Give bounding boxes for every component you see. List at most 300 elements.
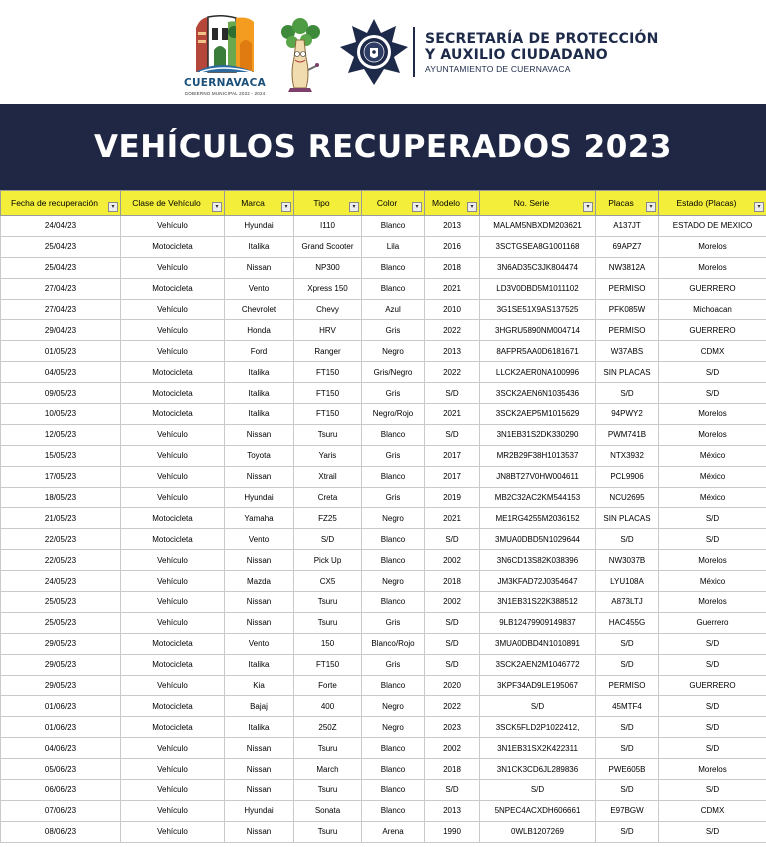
cell-clase: Vehículo	[121, 612, 225, 633]
cuernavaca-emblem-icon	[170, 14, 280, 76]
cell-marca: Italika	[225, 717, 294, 738]
cell-color: Gris	[362, 320, 425, 341]
cell-serie: LD3V0DBD5M1011102	[480, 278, 596, 299]
header-separator	[413, 27, 415, 77]
cell-tipo: Yaris	[294, 445, 362, 466]
column-header-label: Marca	[241, 198, 265, 208]
cell-modelo: 2022	[425, 696, 480, 717]
cell-estado: GUERRERO	[659, 320, 766, 341]
cell-clase: Motocicleta	[121, 383, 225, 404]
cell-fecha: 25/04/23	[1, 257, 121, 278]
cell-marca: Italika	[225, 654, 294, 675]
cell-clase: Motocicleta	[121, 362, 225, 383]
table-row	[1, 487, 766, 508]
cell-serie: MB2C32AC2KM544153	[480, 487, 596, 508]
cell-marca: Kia	[225, 675, 294, 696]
cell-modelo: 2019	[425, 487, 480, 508]
header	[0, 0, 766, 104]
cell-color: Azul	[362, 299, 425, 320]
table-row	[1, 612, 766, 633]
cell-tipo: Tsuru	[294, 592, 362, 613]
cell-placas: PWE605B	[596, 759, 659, 780]
cuernavaca-logo	[170, 14, 280, 100]
table-row	[1, 216, 766, 237]
cell-estado: Guerrero	[659, 612, 766, 633]
cell-fecha: 25/05/23	[1, 612, 121, 633]
tree-mascot-logo	[276, 18, 326, 94]
cell-color: Blanco	[362, 759, 425, 780]
table-row	[1, 696, 766, 717]
cell-fecha: 15/05/23	[1, 445, 121, 466]
cell-color: Gris	[362, 612, 425, 633]
table-row	[1, 362, 766, 383]
cell-clase: Vehículo	[121, 675, 225, 696]
cell-serie: 3N1EB31SX2K422311	[480, 738, 596, 759]
cell-estado: ESTADO DE MEXICO	[659, 216, 766, 237]
cell-serie: S/D	[480, 696, 596, 717]
cell-serie: MR2B29F38H1013537	[480, 445, 596, 466]
cell-estado: S/D	[659, 780, 766, 801]
cell-tipo: Creta	[294, 487, 362, 508]
cell-marca: Ford	[225, 341, 294, 362]
table-row	[1, 717, 766, 738]
cell-marca: Nissan	[225, 466, 294, 487]
cell-tipo: HRV	[294, 320, 362, 341]
cell-modelo: S/D	[425, 654, 480, 675]
cell-fecha: 29/04/23	[1, 320, 121, 341]
cell-color: Gris	[362, 487, 425, 508]
cell-clase: Vehículo	[121, 550, 225, 571]
cell-color: Negro/Rojo	[362, 404, 425, 425]
table-row	[1, 550, 766, 571]
cell-serie: 3MUA0DBD5N1029644	[480, 529, 596, 550]
cell-color: Blanco	[362, 800, 425, 821]
cell-placas: PERMISO	[596, 675, 659, 696]
cell-clase: Vehículo	[121, 216, 225, 237]
cell-clase: Vehículo	[121, 341, 225, 362]
cuernavaca-logo-text: CUERNAVACA	[183, 77, 267, 89]
cell-tipo: FT150	[294, 383, 362, 404]
column-header-estado	[659, 191, 766, 216]
cell-fecha: 01/06/23	[1, 717, 121, 738]
filter-dropdown-arrow-icon[interactable]: ▾	[108, 202, 118, 212]
table-row	[1, 508, 766, 529]
cuernavaca-logo-subtext: GOBIERNO MUNICIPAL 2022 - 2024	[184, 91, 266, 96]
cell-modelo: S/D	[425, 424, 480, 445]
cell-modelo: 2023	[425, 717, 480, 738]
cell-fecha: 04/05/23	[1, 362, 121, 383]
table-row	[1, 738, 766, 759]
column-header-label: Fecha de recuperación	[11, 198, 98, 208]
cell-tipo: S/D	[294, 529, 362, 550]
cell-fecha: 01/06/23	[1, 696, 121, 717]
cell-clase: Motocicleta	[121, 633, 225, 654]
cell-color: Blanco	[362, 216, 425, 237]
cell-serie: ME1RG4255M2036152	[480, 508, 596, 529]
cell-modelo: 2002	[425, 592, 480, 613]
cell-placas: S/D	[596, 717, 659, 738]
vehicles-table-container	[0, 190, 766, 843]
cell-marca: Nissan	[225, 424, 294, 445]
cell-serie: 3SCK2AEP5M1015629	[480, 404, 596, 425]
cell-marca: Hyundai	[225, 487, 294, 508]
cell-marca: Italika	[225, 404, 294, 425]
cell-placas: S/D	[596, 529, 659, 550]
filter-dropdown-arrow-icon[interactable]: ▾	[646, 202, 656, 212]
cell-tipo: Tsuru	[294, 738, 362, 759]
table-row	[1, 821, 766, 842]
cell-marca: Vento	[225, 278, 294, 299]
cell-estado: S/D	[659, 362, 766, 383]
cell-marca: Nissan	[225, 780, 294, 801]
column-header-serie	[480, 191, 596, 216]
cell-placas: S/D	[596, 383, 659, 404]
cell-tipo: 150	[294, 633, 362, 654]
cell-marca: Honda	[225, 320, 294, 341]
cell-tipo: Pick Up	[294, 550, 362, 571]
cell-placas: S/D	[596, 738, 659, 759]
cell-marca: Italika	[225, 236, 294, 257]
table-row	[1, 341, 766, 362]
table-row	[1, 529, 766, 550]
cell-estado: S/D	[659, 529, 766, 550]
cell-clase: Vehículo	[121, 299, 225, 320]
cell-marca: Italika	[225, 383, 294, 404]
cell-placas: S/D	[596, 780, 659, 801]
table-row	[1, 424, 766, 445]
cell-modelo: 2002	[425, 550, 480, 571]
cell-estado: Morelos	[659, 236, 766, 257]
cell-modelo: 2022	[425, 320, 480, 341]
cell-color: Negro	[362, 696, 425, 717]
cell-fecha: 25/05/23	[1, 592, 121, 613]
cell-tipo: FZ25	[294, 508, 362, 529]
cell-color: Blanco	[362, 738, 425, 759]
cell-placas: NW3037B	[596, 550, 659, 571]
cell-clase: Motocicleta	[121, 717, 225, 738]
cell-clase: Vehículo	[121, 320, 225, 341]
table-row	[1, 466, 766, 487]
cell-modelo: 2013	[425, 800, 480, 821]
cell-placas: PERMISO	[596, 278, 659, 299]
cell-modelo: S/D	[425, 612, 480, 633]
cell-tipo: 250Z	[294, 717, 362, 738]
cell-placas: A137JT	[596, 216, 659, 237]
table-row	[1, 445, 766, 466]
cell-tipo: Grand Scooter	[294, 236, 362, 257]
filter-dropdown-arrow-icon[interactable]: ▾	[583, 202, 593, 212]
cell-estado: GUERRERO	[659, 675, 766, 696]
cell-placas: S/D	[596, 821, 659, 842]
column-header-label: Clase de Vehículo	[132, 198, 201, 208]
cell-estado: S/D	[659, 717, 766, 738]
cell-color: Gris	[362, 654, 425, 675]
cell-tipo: Chevy	[294, 299, 362, 320]
cell-placas: SIN PLACAS	[596, 508, 659, 529]
filter-dropdown-arrow-icon[interactable]: ▾	[349, 202, 359, 212]
secretaria-title-line2: Y AUXILIO CIUDADANO	[425, 47, 608, 63]
table-row	[1, 257, 766, 278]
cell-serie: 3SCTGSEA8G1001168	[480, 236, 596, 257]
cell-estado: CDMX	[659, 800, 766, 821]
ayuntamiento-subtitle: AYUNTAMIENTO DE CUERNAVACA	[425, 64, 571, 74]
table-row	[1, 278, 766, 299]
cell-marca: Nissan	[225, 821, 294, 842]
cell-placas: PCL9906	[596, 466, 659, 487]
table-row	[1, 236, 766, 257]
cell-color: Blanco	[362, 529, 425, 550]
column-header-placas	[596, 191, 659, 216]
cell-placas: 45MTF4	[596, 696, 659, 717]
column-header-clase	[121, 191, 225, 216]
cell-modelo: 2013	[425, 216, 480, 237]
cell-marca: Vento	[225, 529, 294, 550]
cell-modelo: S/D	[425, 633, 480, 654]
cell-fecha: 06/06/23	[1, 780, 121, 801]
cell-placas: PERMISO	[596, 320, 659, 341]
cell-fecha: 29/05/23	[1, 633, 121, 654]
cell-modelo: 2010	[425, 299, 480, 320]
cell-color: Lila	[362, 236, 425, 257]
cell-serie: 3SCK2AEN6N1035436	[480, 383, 596, 404]
cell-modelo: 2002	[425, 738, 480, 759]
cell-marca: Bajaj	[225, 696, 294, 717]
cell-marca: Nissan	[225, 550, 294, 571]
column-header-tipo	[294, 191, 362, 216]
cell-color: Negro	[362, 571, 425, 592]
cell-tipo: Ranger	[294, 341, 362, 362]
cell-estado: GUERRERO	[659, 278, 766, 299]
cell-fecha: 07/06/23	[1, 800, 121, 821]
cell-tipo: March	[294, 759, 362, 780]
cell-fecha: 09/05/23	[1, 383, 121, 404]
cell-serie: JN8BT27V0HW004611	[480, 466, 596, 487]
table-row	[1, 383, 766, 404]
filter-dropdown-arrow-icon[interactable]: ▾	[212, 202, 222, 212]
cell-serie: 3N1EB31S22K388512	[480, 592, 596, 613]
cell-marca: Mazda	[225, 571, 294, 592]
cell-estado: Morelos	[659, 424, 766, 445]
filter-dropdown-arrow-icon[interactable]: ▾	[412, 202, 422, 212]
table-header-row	[1, 191, 766, 216]
cell-modelo: 2018	[425, 571, 480, 592]
cell-marca: Nissan	[225, 759, 294, 780]
police-badge-logo	[338, 17, 410, 87]
cell-clase: Vehículo	[121, 487, 225, 508]
cell-fecha: 10/05/23	[1, 404, 121, 425]
cell-marca: Nissan	[225, 738, 294, 759]
cell-tipo: 400	[294, 696, 362, 717]
cell-color: Arena	[362, 821, 425, 842]
cell-marca: Yamaha	[225, 508, 294, 529]
cell-color: Negro	[362, 508, 425, 529]
cell-fecha: 24/05/23	[1, 571, 121, 592]
cell-serie: MALAM5NBXDM203621	[480, 216, 596, 237]
cell-marca: Vento	[225, 633, 294, 654]
table-row	[1, 571, 766, 592]
cell-fecha: 12/05/23	[1, 424, 121, 445]
cell-tipo: Sonata	[294, 800, 362, 821]
cell-clase: Motocicleta	[121, 278, 225, 299]
cell-clase: Vehículo	[121, 759, 225, 780]
title-banner	[0, 104, 766, 190]
cell-modelo: 2016	[425, 236, 480, 257]
cell-estado: Morelos	[659, 759, 766, 780]
cell-serie: 3N6AD35C3JK804474	[480, 257, 596, 278]
cell-clase: Vehículo	[121, 800, 225, 821]
cell-fecha: 29/05/23	[1, 654, 121, 675]
column-header-label: Tipo	[313, 198, 330, 208]
cell-serie: 3N1EB31S2DK330290	[480, 424, 596, 445]
cell-modelo: 2018	[425, 257, 480, 278]
cell-clase: Vehículo	[121, 592, 225, 613]
tree-mascot-icon	[276, 18, 326, 94]
cell-clase: Motocicleta	[121, 508, 225, 529]
column-header-label: Placas	[608, 198, 634, 208]
filter-dropdown-arrow-icon[interactable]: ▾	[281, 202, 291, 212]
cell-clase: Vehículo	[121, 424, 225, 445]
cell-serie: 8AFPR5AA0D6181671	[480, 341, 596, 362]
table-row	[1, 633, 766, 654]
filter-dropdown-arrow-icon[interactable]: ▾	[754, 202, 764, 212]
cell-placas: NCU2695	[596, 487, 659, 508]
cell-marca: Nissan	[225, 592, 294, 613]
cell-serie: S/D	[480, 780, 596, 801]
table-row	[1, 654, 766, 675]
cell-placas: 69APZ7	[596, 236, 659, 257]
cell-marca: Nissan	[225, 612, 294, 633]
cell-serie: 3KPF34AD9LE195067	[480, 675, 596, 696]
cell-clase: Motocicleta	[121, 404, 225, 425]
column-header-label: No. Serie	[513, 198, 550, 208]
cell-fecha: 24/04/23	[1, 216, 121, 237]
cell-estado: México	[659, 487, 766, 508]
recovered-vehicles-table	[0, 190, 766, 843]
cell-modelo: S/D	[425, 780, 480, 801]
cell-placas: HAC455G	[596, 612, 659, 633]
cell-estado: México	[659, 571, 766, 592]
cell-color: Blanco	[362, 592, 425, 613]
column-header-label: Color	[376, 198, 398, 208]
cell-estado: Morelos	[659, 592, 766, 613]
column-header-modelo	[425, 191, 480, 216]
column-header-label: Modelo	[432, 198, 460, 208]
cell-estado: S/D	[659, 696, 766, 717]
cell-fecha: 29/05/23	[1, 675, 121, 696]
filter-dropdown-arrow-icon[interactable]: ▾	[467, 202, 477, 212]
cell-placas: PWM741B	[596, 424, 659, 445]
cell-clase: Vehículo	[121, 466, 225, 487]
cell-color: Blanco/Rojo	[362, 633, 425, 654]
cell-estado: Morelos	[659, 404, 766, 425]
table-row	[1, 592, 766, 613]
cell-tipo: Tsuru	[294, 821, 362, 842]
cell-fecha: 01/05/23	[1, 341, 121, 362]
cell-fecha: 22/05/23	[1, 529, 121, 550]
cell-color: Blanco	[362, 424, 425, 445]
cell-serie: 0WLB1207269	[480, 821, 596, 842]
cell-clase: Vehículo	[121, 257, 225, 278]
cell-fecha: 04/06/23	[1, 738, 121, 759]
cell-modelo: S/D	[425, 529, 480, 550]
table-row	[1, 780, 766, 801]
table-row	[1, 320, 766, 341]
cell-fecha: 18/05/23	[1, 487, 121, 508]
cell-tipo: Tsuru	[294, 424, 362, 445]
cell-fecha: 21/05/23	[1, 508, 121, 529]
cell-tipo: Forte	[294, 675, 362, 696]
cell-placas: 94PWY2	[596, 404, 659, 425]
cell-estado: Morelos	[659, 257, 766, 278]
cell-serie: LLCK2AER0NA100996	[480, 362, 596, 383]
cell-placas: W37ABS	[596, 341, 659, 362]
police-star-icon	[338, 17, 410, 87]
cell-color: Negro	[362, 717, 425, 738]
table-body	[1, 216, 766, 843]
cell-fecha: 27/04/23	[1, 278, 121, 299]
cell-modelo: S/D	[425, 383, 480, 404]
cell-placas: A873LTJ	[596, 592, 659, 613]
cell-placas: S/D	[596, 654, 659, 675]
cell-serie: 3N6CD13S82K038396	[480, 550, 596, 571]
cell-modelo: 2021	[425, 278, 480, 299]
cell-color: Blanco	[362, 780, 425, 801]
cell-marca: Toyota	[225, 445, 294, 466]
cell-tipo: Xpress 150	[294, 278, 362, 299]
cell-estado: S/D	[659, 508, 766, 529]
cell-color: Gris/Negro	[362, 362, 425, 383]
cell-tipo: Xtrail	[294, 466, 362, 487]
cell-fecha: 17/05/23	[1, 466, 121, 487]
cell-modelo: 2018	[425, 759, 480, 780]
cell-placas: PFK085W	[596, 299, 659, 320]
column-header-color	[362, 191, 425, 216]
cell-serie: 3G1SE51X9AS137525	[480, 299, 596, 320]
cell-placas: S/D	[596, 633, 659, 654]
cell-marca: Hyundai	[225, 800, 294, 821]
secretaria-title-line1: SECRETARÍA DE PROTECCIÓN	[425, 31, 659, 47]
cell-marca: Italika	[225, 362, 294, 383]
cell-fecha: 22/05/23	[1, 550, 121, 571]
cell-clase: Vehículo	[121, 738, 225, 759]
cell-estado: Morelos	[659, 550, 766, 571]
cell-estado: Michoacan	[659, 299, 766, 320]
cell-marca: Nissan	[225, 257, 294, 278]
cell-clase: Motocicleta	[121, 696, 225, 717]
cell-color: Blanco	[362, 278, 425, 299]
cell-modelo: 1990	[425, 821, 480, 842]
cell-clase: Vehículo	[121, 821, 225, 842]
cell-color: Blanco	[362, 675, 425, 696]
cell-serie: 3N1CK3CD6JL289836	[480, 759, 596, 780]
cell-fecha: 25/04/23	[1, 236, 121, 257]
table-row	[1, 759, 766, 780]
cell-serie: 3SCK5FLD2P1022412,	[480, 717, 596, 738]
cell-clase: Vehículo	[121, 571, 225, 592]
cell-color: Blanco	[362, 466, 425, 487]
table-row	[1, 404, 766, 425]
cell-color: Gris	[362, 383, 425, 404]
cell-modelo: 2021	[425, 404, 480, 425]
cell-tipo: FT150	[294, 654, 362, 675]
cell-clase: Vehículo	[121, 445, 225, 466]
cell-tipo: Tsuru	[294, 612, 362, 633]
cell-color: Blanco	[362, 257, 425, 278]
column-header-marca	[225, 191, 294, 216]
cell-marca: Hyundai	[225, 216, 294, 237]
cell-tipo: NP300	[294, 257, 362, 278]
cell-estado: S/D	[659, 654, 766, 675]
